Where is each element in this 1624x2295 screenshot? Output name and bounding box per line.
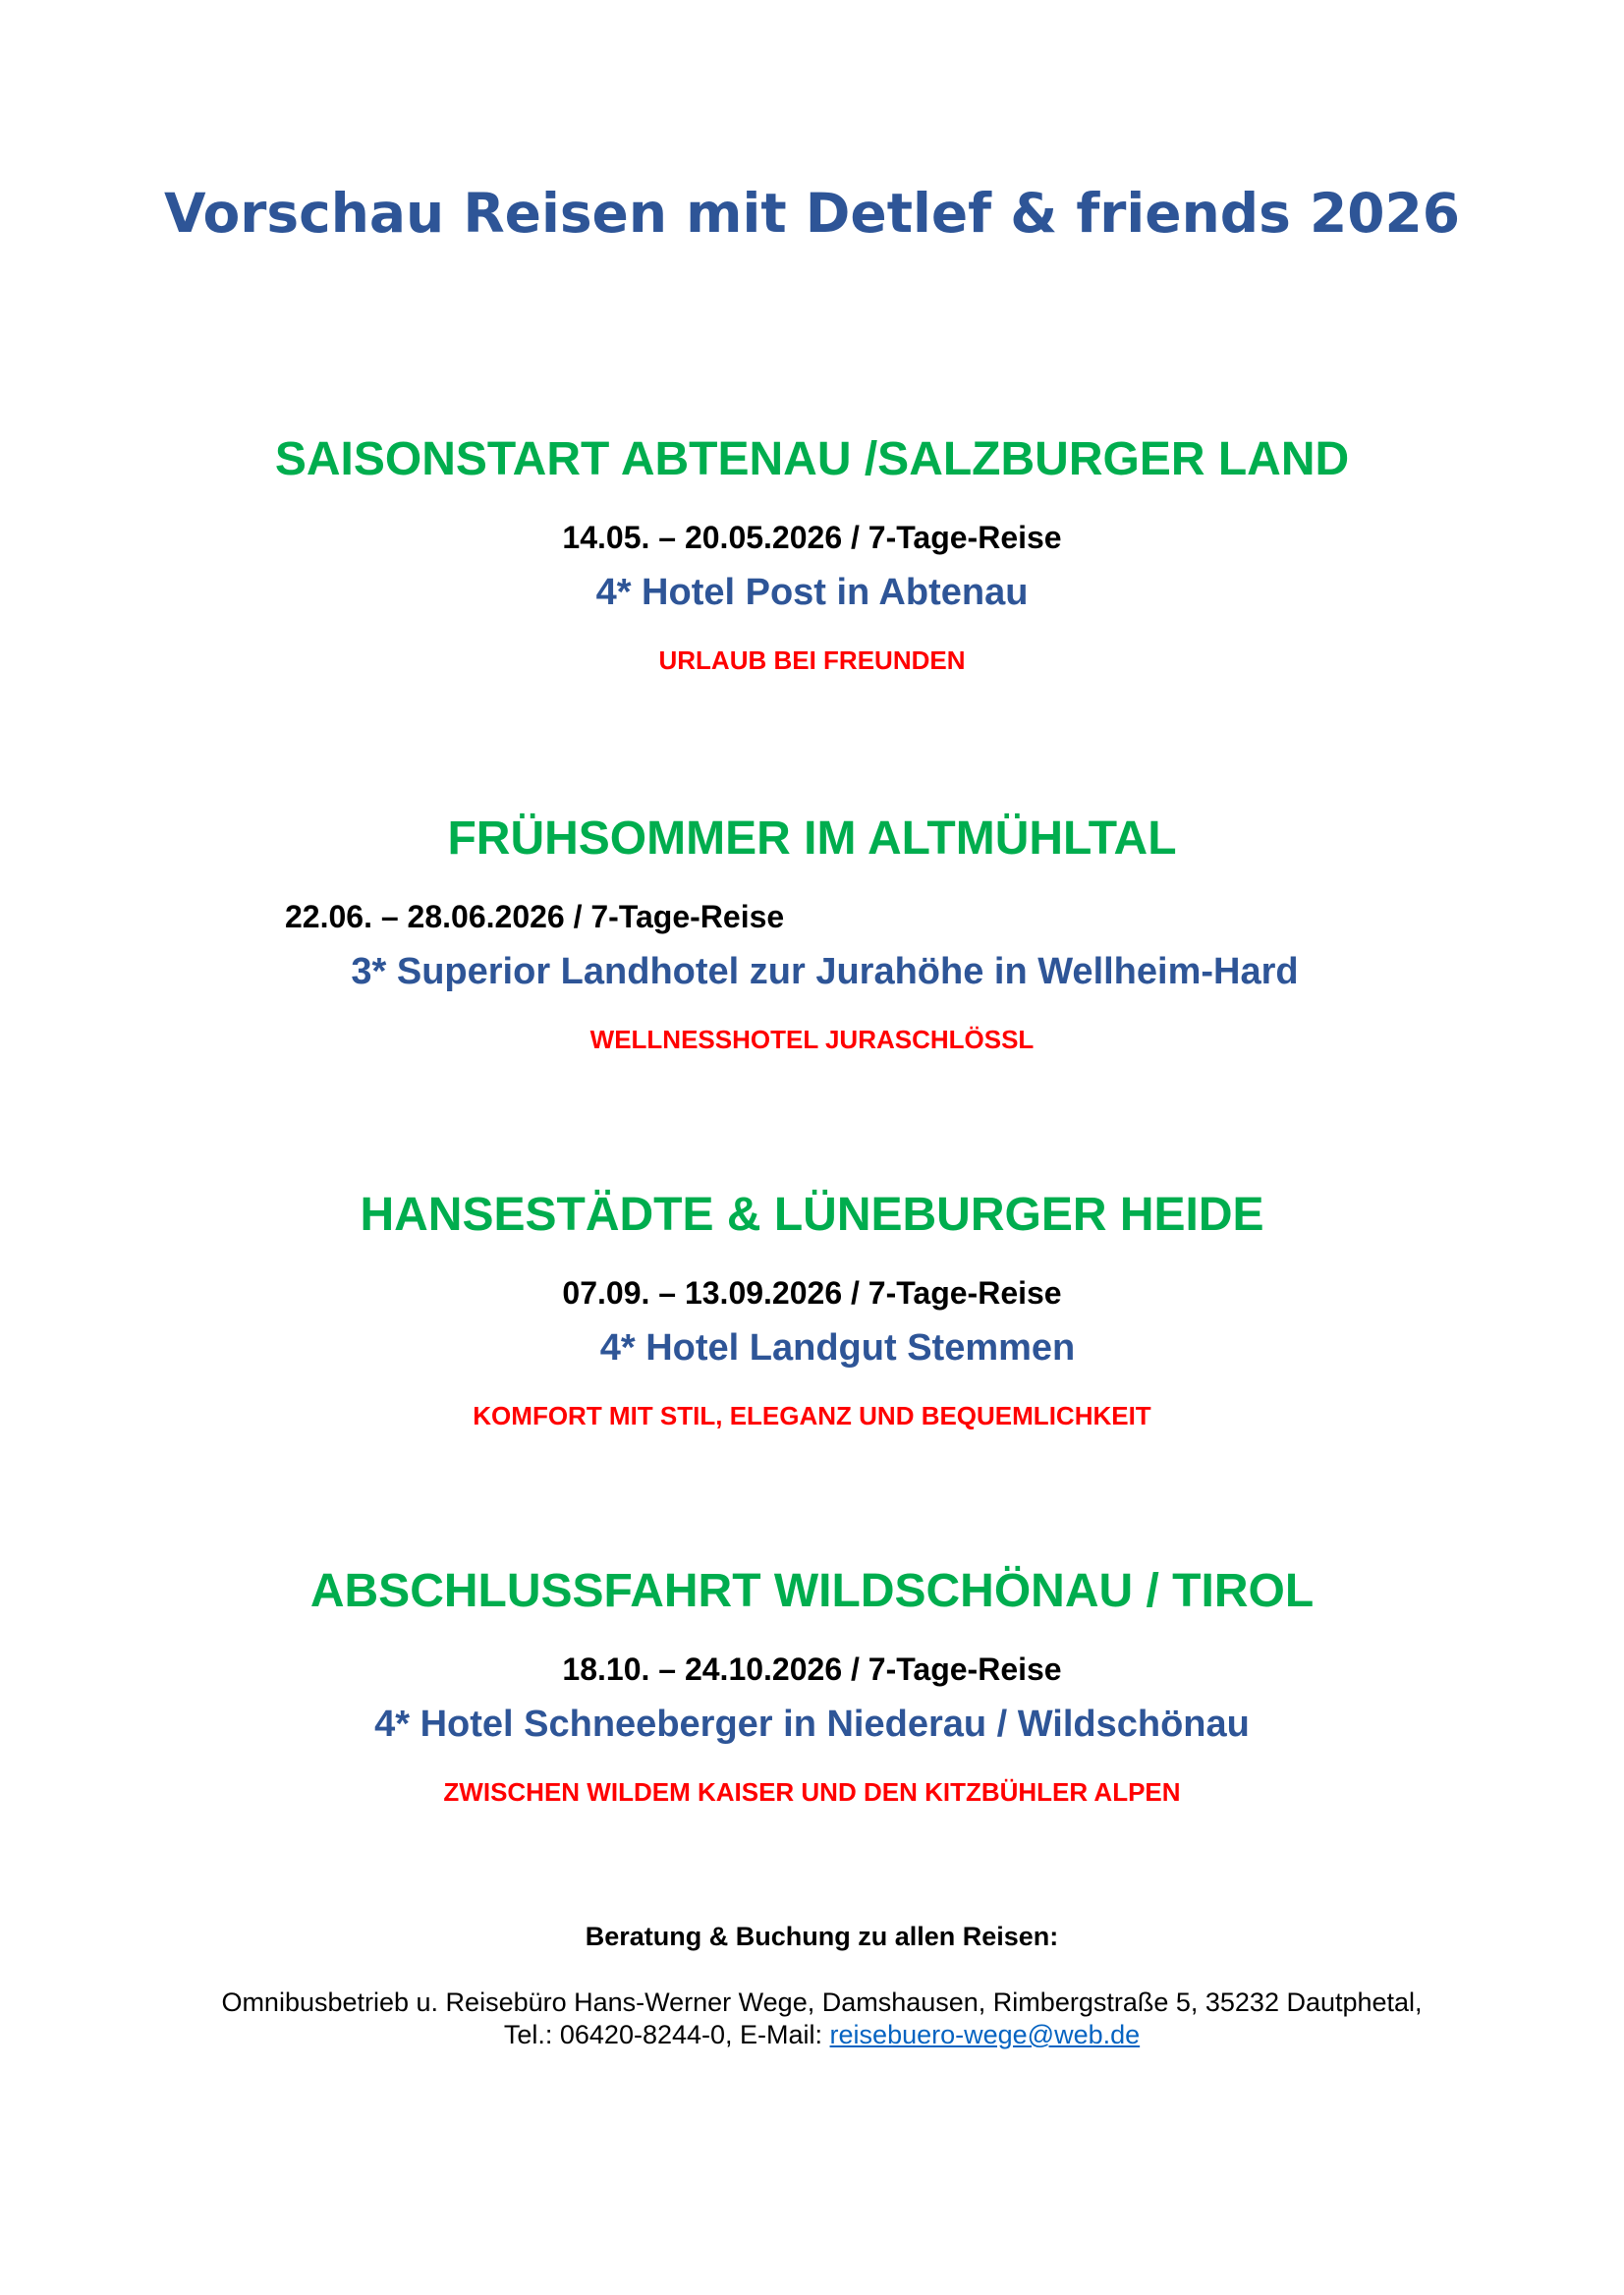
- trip-hotel: 4* Hotel Landgut Stemmen: [599, 1327, 1076, 1369]
- email-link[interactable]: reisebuero-wege@web.de: [829, 2020, 1141, 2049]
- trip-title: FRÜHSOMMER IM ALTMÜHLTAL: [447, 812, 1177, 865]
- trip-dates: 22.06. – 28.06.2026 / 7-Tage-Reise: [285, 899, 785, 934]
- trip-dates: 14.05. – 20.05.2026 / 7-Tage-Reise: [562, 520, 1062, 555]
- contact-address: Omnibusbetrieb u. Reisebüro Hans-Werner Wege, Damshausen, Rimbergstraße 5, 35232 Dautphetal,: [221, 1987, 1423, 2017]
- trip-dates: 07.09. – 13.09.2026 / 7-Tage-Reise: [562, 1275, 1062, 1311]
- document-title: Vorschau Reisen mit Detlef & friends 2026: [163, 182, 1461, 245]
- contact-phone-email: [0, 2022, 1624, 2048]
- contact-heading: Beratung & Buchung zu allen Reisen:: [585, 1922, 1059, 1951]
- trip-hotel: 4* Hotel Schneeberger in Niederau / Wildschönau: [374, 1704, 1250, 1745]
- trip-title: SAISONSTART ABTENAU /SALZBURGER LAND: [274, 433, 1350, 485]
- trip-tagline: WELLNESSHOTEL JURASCHLÖSSL: [589, 1025, 1035, 1054]
- trip-hotel: 3* Superior Landhotel zur Jurahöhe in Wellheim-Hard: [351, 951, 1299, 992]
- trip-tagline: URLAUB BEI FREUNDEN: [658, 645, 966, 675]
- trip-tagline: KOMFORT MIT STIL, ELEGANZ UND BEQUEMLICHKEIT: [473, 1401, 1151, 1430]
- contact-phone: Tel.: 06420-8244-0, E-Mail:: [503, 2020, 823, 2049]
- trip-title: HANSESTÄDTE & LÜNEBURGER HEIDE: [360, 1189, 1264, 1241]
- trip-hotel: 4* Hotel Post in Abtenau: [595, 572, 1029, 613]
- trip-tagline: ZWISCHEN WILDEM KAISER UND DEN KITZBÜHLER ALPEN: [443, 1777, 1181, 1807]
- trip-title: ABSCHLUSSFAHRT WILDSCHÖNAU / TIROL: [309, 1565, 1315, 1617]
- trip-dates: 18.10. – 24.10.2026 / 7-Tage-Reise: [562, 1651, 1062, 1687]
